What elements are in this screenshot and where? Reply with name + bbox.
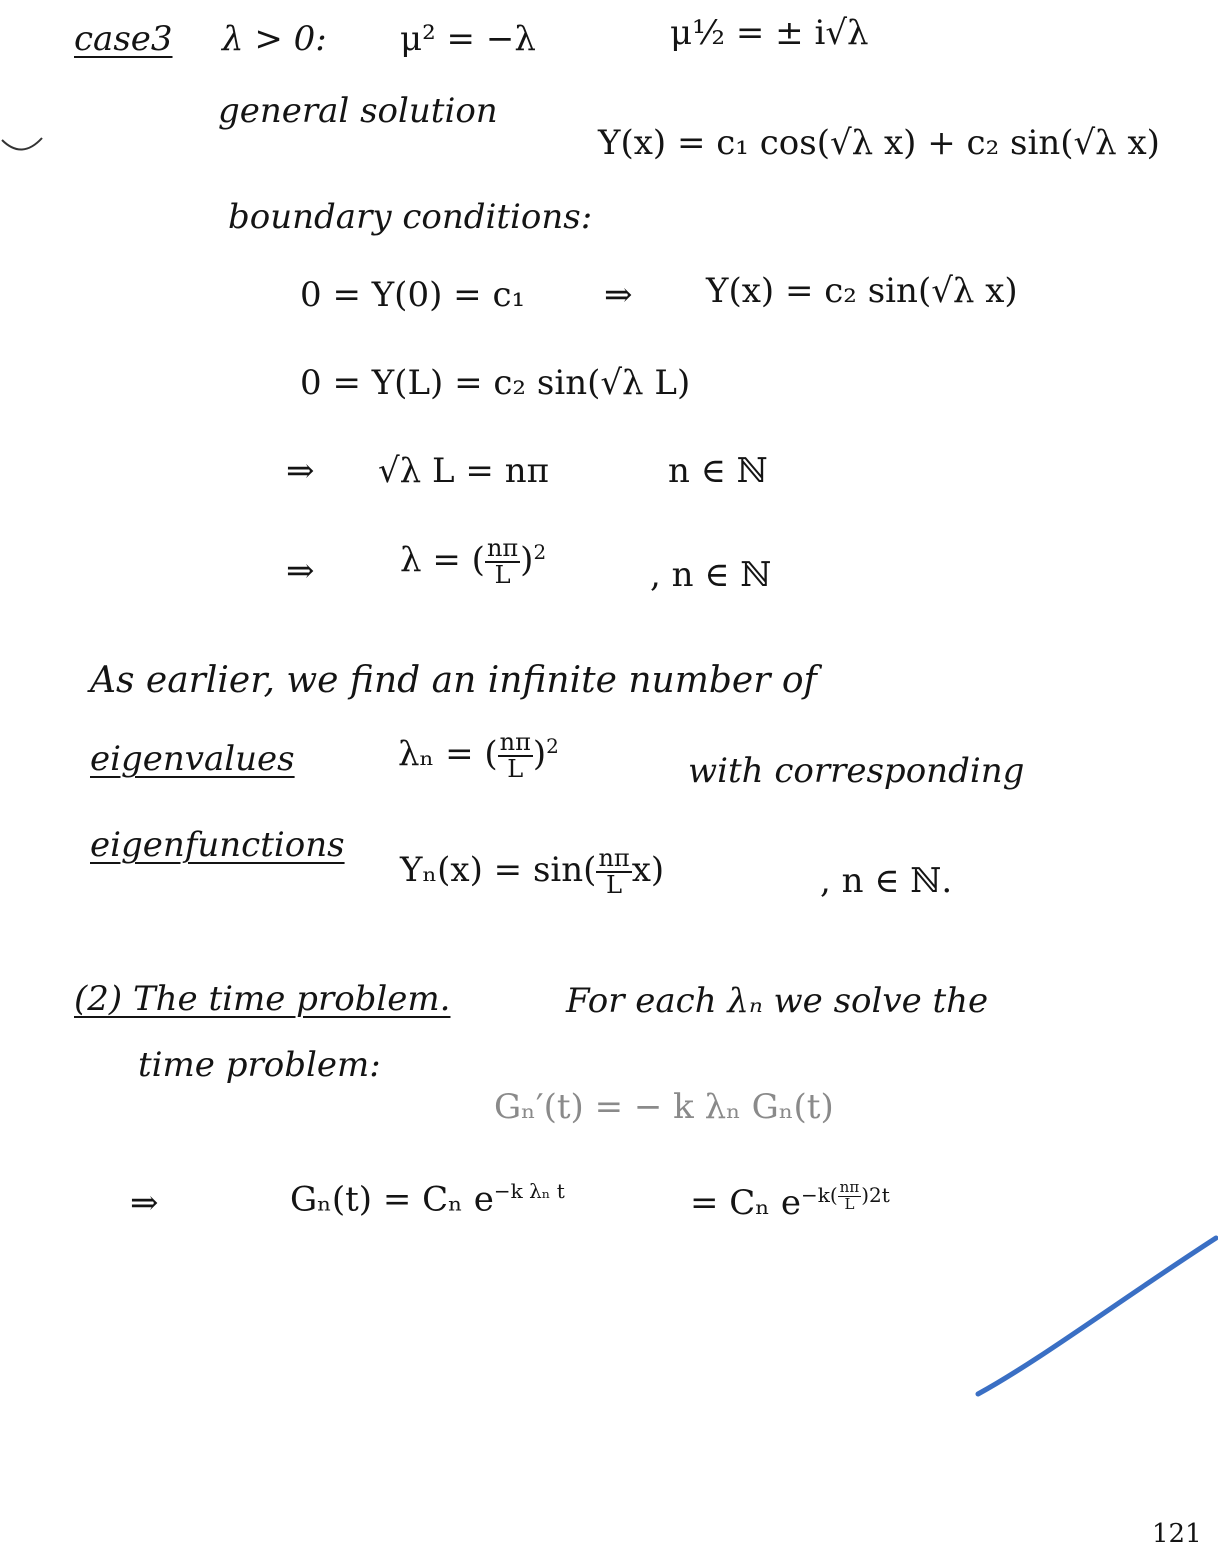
eigenvalue-lhs: λₙ = <box>398 734 474 775</box>
eigenvalue-formula: λₙ = ( $\frac{n\pi}{L}$ )$^2$ <box>398 728 559 784</box>
n-natural-cond: , n ∈ ℕ <box>650 555 772 595</box>
fraction-numerator: nπ <box>598 844 630 872</box>
time-problem-intro: For each λₙ we solve the <box>566 981 989 1021</box>
fraction-numerator: nπ <box>499 728 531 756</box>
mu-roots-eq: μ½ = ± i√λ <box>670 13 869 53</box>
fraction-numerator: nπ <box>486 534 519 562</box>
eigenvalues-label: eigenvalues <box>90 739 295 779</box>
fraction-numerator: nπ <box>839 1178 860 1196</box>
time-problem-heading: (2) The time problem. <box>74 979 451 1019</box>
case-label: case3 <box>74 19 173 59</box>
solution-exponent-tail: t <box>881 1182 890 1207</box>
fraction-denominator: L <box>507 755 524 784</box>
case-condition: λ > 0: <box>222 19 327 59</box>
solution-rhs: = Cₙ e <box>690 1183 801 1224</box>
blue-pen-stroke <box>978 1238 1216 1394</box>
solution-exponent: −k λₙ t <box>493 1179 565 1203</box>
margin-mark <box>2 138 42 150</box>
fraction-denominator: L <box>844 1194 855 1213</box>
eigenfunction-lhs: Yₙ(x) = sin( <box>400 850 597 891</box>
general-solution-eq: Y(x) = c₁ cos(√λ x) + c₂ sin(√λ x) <box>598 123 1160 163</box>
implies-arrow: ⇒ <box>286 451 315 491</box>
general-solution-label: general solution <box>218 91 498 131</box>
solution-exponent-b: ( nπ L )2t <box>829 1178 890 1213</box>
bc1-equation: 0 = Y(0) = c₁ <box>300 275 526 315</box>
time-problem-intro-cont: time problem: <box>138 1045 381 1085</box>
eigenfunction-arg: x) <box>631 850 665 891</box>
mu-squared-eq: μ² = −λ <box>400 19 536 59</box>
lambda-lhs: λ = <box>400 540 461 581</box>
paragraph-line: As earlier, we find an infinite number of <box>90 660 817 701</box>
n-natural-cond: , n ∈ ℕ. <box>820 861 953 901</box>
n-natural-cond: n ∈ ℕ <box>668 451 768 491</box>
bc2-equation: 0 = Y(L) = c₂ sin(√λ L) <box>300 363 691 403</box>
with-corresponding-text: with corresponding <box>688 751 1025 791</box>
boundary-conditions-label: boundary conditions: <box>228 197 593 237</box>
exponent: 2 <box>869 1182 882 1207</box>
bc1-result: Y(x) = c₂ sin(√λ x) <box>706 271 1018 311</box>
solution-lhs: Gₙ(t) = Cₙ e <box>290 1179 494 1220</box>
time-ode: Gₙ′(t) = − k λₙ Gₙ(t) <box>494 1087 834 1127</box>
fraction-denominator: L <box>494 561 511 590</box>
fraction-denominator: L <box>606 871 623 900</box>
implies-arrow: ⇒ <box>604 275 633 315</box>
lambda-formula: λ = ( $\frac{n\pi}{L}$ )$^2$ <box>400 534 547 590</box>
implies-arrow: ⇒ <box>130 1183 159 1223</box>
exponent: 2 <box>546 733 559 758</box>
sqrt-lambda-eq: √λ L = nπ <box>378 451 549 491</box>
page-number: 121 <box>1152 1519 1202 1549</box>
solution-exponent-a: −k <box>800 1182 830 1207</box>
exponent: 2 <box>533 539 547 564</box>
eigenfunctions-label: eigenfunctions <box>90 825 345 865</box>
implies-arrow: ⇒ <box>286 551 315 591</box>
